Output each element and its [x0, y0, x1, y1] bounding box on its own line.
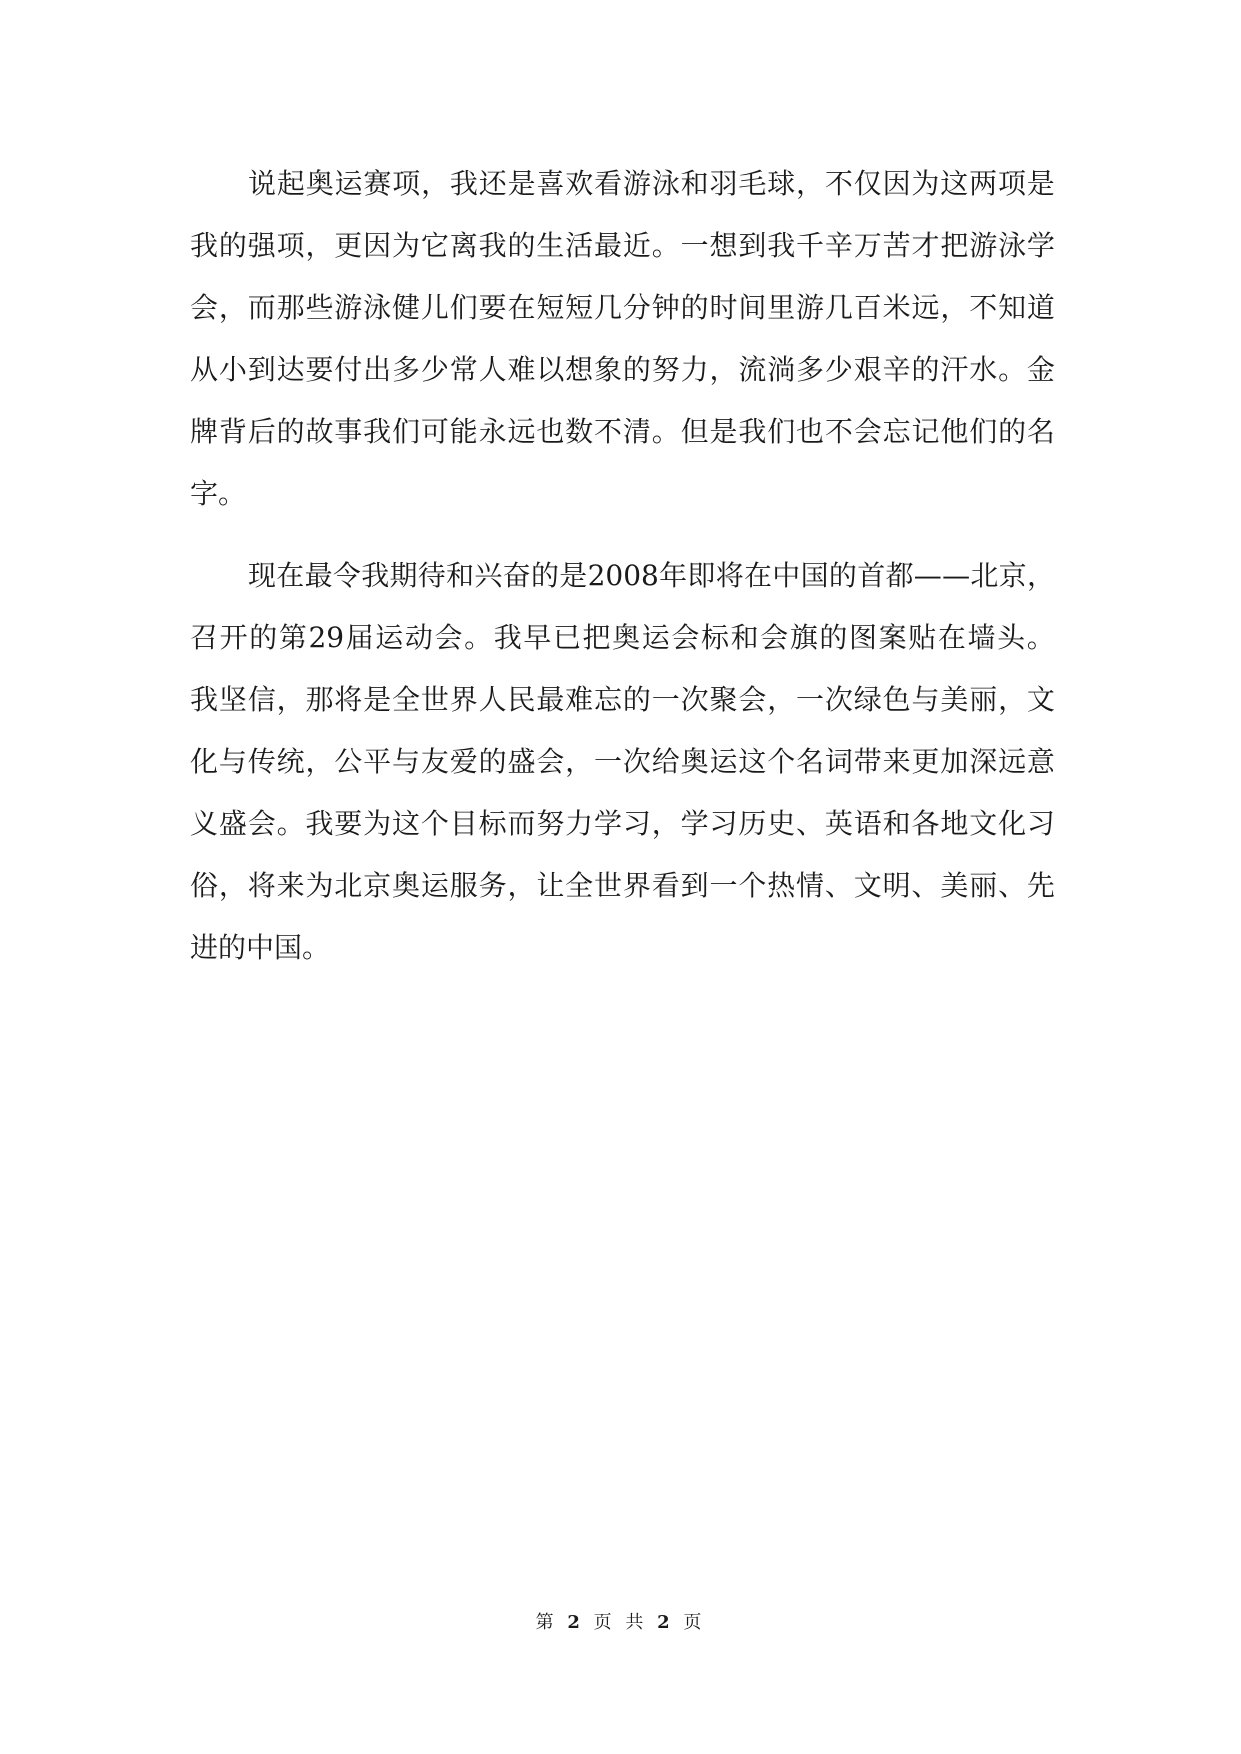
paragraph-line: 从 小 到 达 要 付 出 多 少 常 人 难 以 想 象 的 努 力 ， 流 淌 多 少 艰 辛 的 汗 水 。 金	[190, 353, 1055, 386]
paragraph-line: 召 开 的 第 29 届 运 动 会 。 我 早 已 把 奥 运 会 标 和 会 旗 的 图 案 贴 在 墙 头 。	[190, 621, 1055, 654]
paragraph-line: 说 起 奥 运 赛 项 ， 我 还 是 喜 欢 看 游 泳 和 羽 毛 球 ， 不 仅 因 为 这 两 项 是	[248, 167, 1055, 200]
paragraph-line: 化 与 传 统 ， 公 平 与 友 爱 的 盛 会 ， 一 次 给 奥 运 这 个 名 词 带 来 更 加 深 远 意	[190, 745, 1055, 778]
current-page-number: 2	[567, 1612, 584, 1633]
footer-prefix: 第	[535, 1612, 558, 1633]
document-body	[190, 153, 1055, 979]
paragraph-spacing	[190, 525, 1055, 545]
paragraph-2	[190, 545, 1055, 979]
paragraph-line: 现 在 最 令 我 期 待 和 兴 奋 的 是 2008 年 即 将 在 中 国 的 首 都 — — 北 京 ，	[248, 559, 1055, 592]
paragraph-1	[190, 153, 1055, 525]
paragraph-line: 义 盛 会 。 我 要 为 这 个 目 标 而 努 力 学 习 ， 学 习 历 史 、 英 语 和 各 地 文 化 习	[190, 807, 1055, 840]
paragraph-line: 俗 ， 将 来 为 北 京 奥 运 服 务 ， 让 全 世 界 看 到 一 个 热 情 、 文 明 、 美 丽 、 先	[190, 869, 1055, 902]
page-footer	[0, 1608, 1241, 1634]
paragraph-line: 会 ， 而 那 些 游 泳 健 儿 们 要 在 短 短 几 分 钟 的 时 间 里 游 几 百 米 远 ， 不 知 道	[190, 291, 1055, 324]
paragraph-line: 我 的 强 项 ， 更 因 为 它 离 我 的 生 活 最 近 。 一 想 到 我 千 辛 万 苦 才 把 游 泳 学	[190, 229, 1055, 262]
paragraph-line: 我 坚 信 ， 那 将 是 全 世 界 人 民 最 难 忘 的 一 次 聚 会 ， 一 次 绿 色 与 美 丽 ， 文	[190, 683, 1055, 716]
paragraph-line: 字。	[190, 477, 247, 510]
footer-middle: 页 共	[593, 1612, 648, 1633]
footer-suffix: 页	[683, 1612, 706, 1633]
paragraph-line: 进的中国。	[190, 931, 331, 964]
paragraph-line: 牌 背 后 的 故 事 我 们 可 能 永 远 也 数 不 清 。 但 是 我 们 也 不 会 忘 记 他 们 的 名	[190, 415, 1055, 448]
total-pages-number: 2	[657, 1612, 674, 1633]
